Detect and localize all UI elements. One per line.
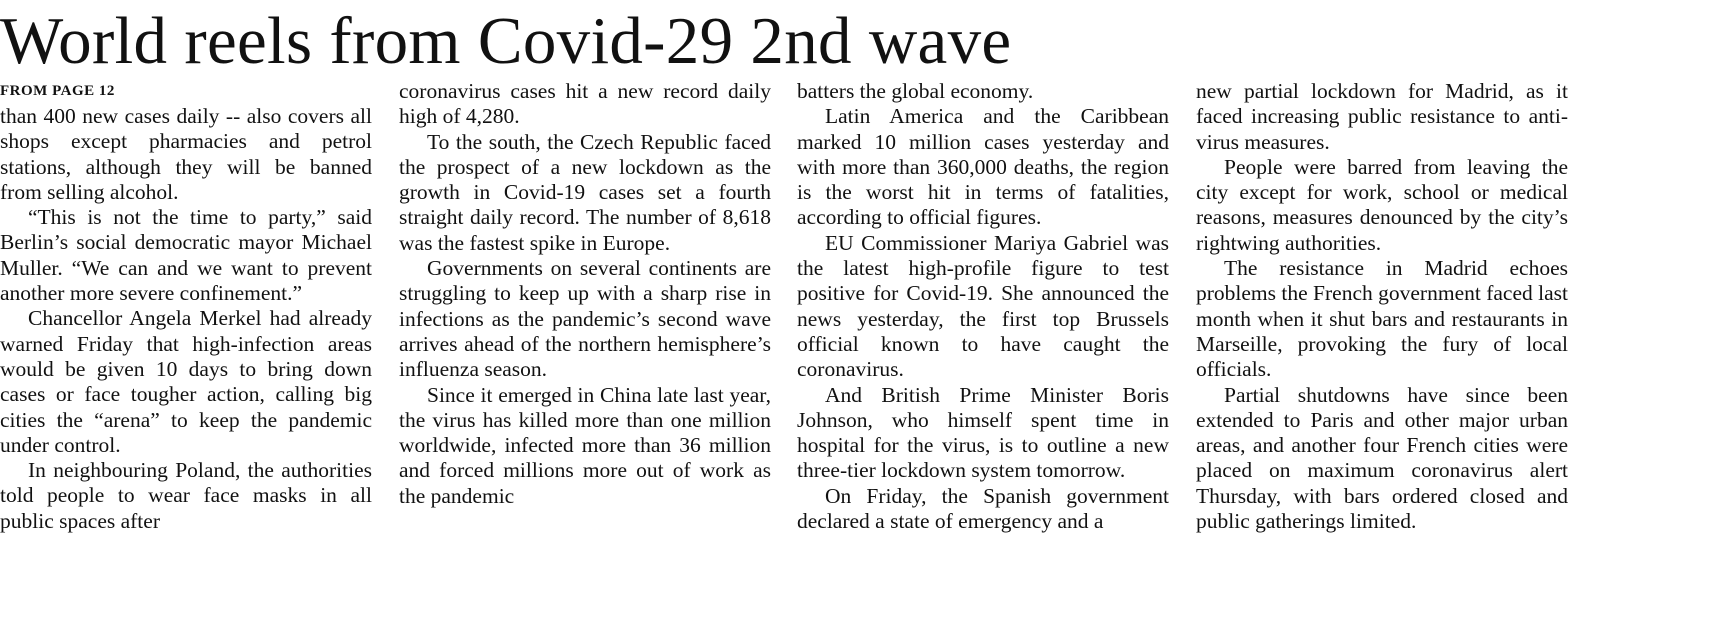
- paragraph: EU Commissioner Mariya Gabriel was the latest high-profile figure to test positive for Covid-19. She announced the news yesterday, the first top Brussels official known to have caught the coronavirus.: [797, 230, 1169, 382]
- headline: World reels from Covid-29 2nd wave: [0, 4, 1012, 78]
- paragraph: Since it emerged in China late last year, the virus has killed more than one million worldwide, infected more than 36 million and forced millions more out of work as the pandemic: [399, 382, 771, 508]
- paragraph: Chancellor Angela Merkel had already warned Friday that high-infection areas would be given 10 days to bring down cases or face tougher action, calling big cities the “arena” to keep the pandemic under control.: [0, 306, 372, 457]
- paragraph: People were barred from leaving the city except for work, school or medical reasons, measures denounced by the city’s rightwing authorities.: [1196, 154, 1568, 255]
- paragraph: To the south, the Czech Republic faced the prospect of a new lockdown as the growth in Covid-19 cases set a fourth straight daily record. The number of 8,618 was the fastest spike in Europe.: [399, 129, 771, 255]
- article-column-3: [797, 79, 1169, 534]
- paragraph: than 400 new cases daily -- also covers all shops except pharmacies and petrol stations, although they will be banned from selling alcohol.: [0, 104, 372, 204]
- paragraph: Latin America and the Caribbean marked 10 million cases yesterday and with more than 360,000 deaths, the region is the worst hit in terms of fatalities, according to official figures.: [797, 104, 1169, 230]
- paragraph: coronavirus cases hit a new record daily high of 4,280.: [399, 79, 771, 129]
- paragraph: Governments on several continents are struggling to keep up with a sharp rise in infections as the pandemic’s second wave arrives ahead of the northern hemisphere’s influenza season.: [399, 256, 771, 382]
- paragraph: “This is not the time to party,” said Berlin’s social democratic mayor Michael Muller. “We can and we want to prevent another more severe confinement.”: [0, 205, 372, 306]
- article-column-4: [1196, 79, 1568, 534]
- paragraph: new partial lockdown for Madrid, as it faced increasing public resistance to anti-virus measures.: [1196, 79, 1568, 154]
- paragraph: batters the global economy.: [797, 79, 1034, 103]
- paragraph: In neighbouring Poland, the authorities told people to wear face masks in all public spaces after: [0, 458, 372, 533]
- paragraph: And British Prime Minister Boris Johnson, who himself spent time in hospital for the virus, is to outline a new three-tier lockdown system tomorrow.: [797, 382, 1169, 483]
- paragraph: Partial shutdowns have since been extended to Paris and other major urban areas, and another four French cities were placed on maximum coronavirus alert Thursday, with bars ordered closed and public gatherings limited.: [1196, 382, 1568, 534]
- article-column-2: [399, 79, 771, 509]
- paragraph: On Friday, the Spanish government declared a state of emergency and a: [797, 483, 1169, 534]
- continuation-kicker: FROM PAGE 12: [0, 83, 115, 99]
- paragraph: The resistance in Madrid echoes problems the French government faced last month when it shut bars and restaurants in Marseille, provoking the fury of local officials.: [1196, 256, 1568, 382]
- article-column-1: [0, 79, 372, 534]
